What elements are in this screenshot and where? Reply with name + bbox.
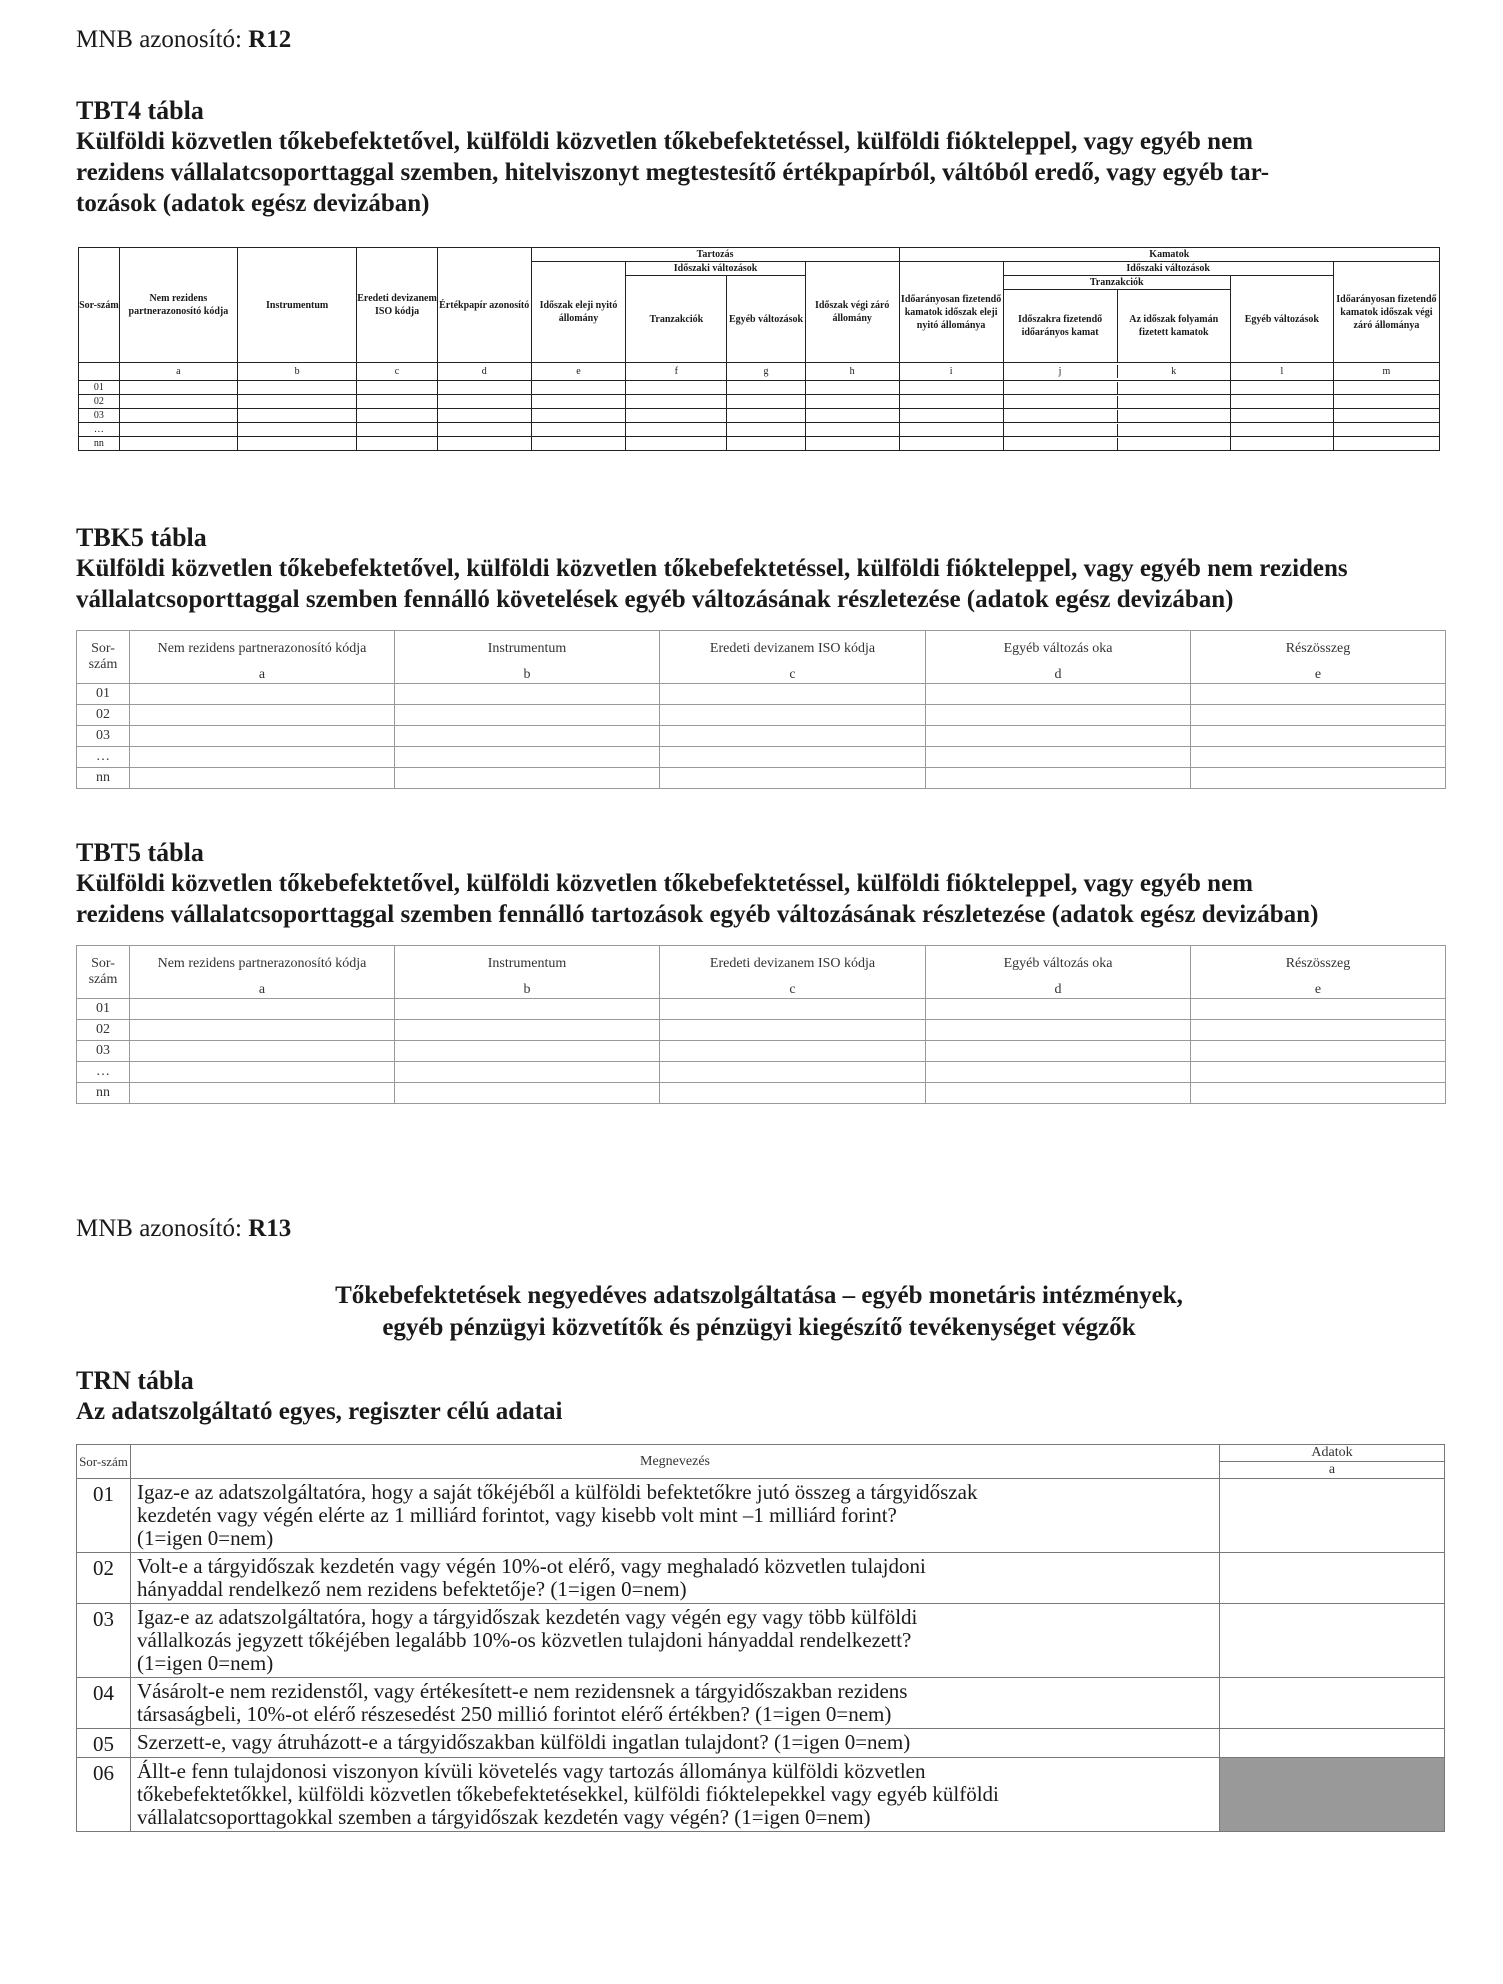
heading-line: egyéb pénzügyi közvetítők és pénzügyi kiegészítő tevékenységet végzők (382, 1314, 1136, 1341)
data-cell[interactable] (660, 998, 926, 1019)
sub-idoszaki-valtozasok-kamat: Időszaki változások (1003, 262, 1333, 276)
row-number: 01 (77, 1479, 131, 1553)
r13-heading (76, 1280, 1442, 1344)
data-cell[interactable] (926, 1019, 1191, 1040)
mnb-label: MNB azonosító: (76, 26, 242, 53)
question-line: (1=igen 0=nem) (137, 1651, 274, 1675)
data-cell[interactable] (1004, 396, 1118, 408)
data-cell[interactable] (626, 395, 727, 409)
mnb-id-r13 (76, 1215, 291, 1243)
col-nyito: Időszak eleji nyitó állomány (531, 262, 626, 363)
data-cell[interactable] (660, 1019, 926, 1040)
question-line: Volt-e a tárgyidőszak kezdetén vagy végén 10%-ot elérő, vagy meghaladó közvetlen tulajdoni (137, 1554, 926, 1578)
data-cell[interactable] (1118, 396, 1230, 408)
table-row (79, 423, 1440, 437)
data-cell[interactable] (130, 746, 395, 767)
data-cell[interactable] (1191, 725, 1446, 746)
desc-line: tozások (adatok egész devizában) (76, 190, 430, 217)
data-cell[interactable] (531, 381, 626, 395)
col-iso: Eredeti devizanem ISO kódja (357, 248, 438, 363)
question-text (131, 1479, 1220, 1553)
table-row (79, 437, 1440, 451)
data-cell[interactable] (926, 746, 1191, 767)
data-cell[interactable] (357, 437, 438, 451)
question-line: Szerzett-e, vagy átruházott-e a tárgyidőszakban külföldi ingatlan tulajdont? (1=igen 0=nem) (137, 1730, 911, 1754)
group-tartozas: Tartozás (531, 248, 899, 262)
data-cell[interactable] (531, 395, 626, 409)
trn-subtitle: Az adatszolgáltató egyes, regiszter célú adatai (76, 1398, 563, 1425)
data-cell[interactable] (1333, 409, 1439, 423)
data-cell[interactable] (926, 998, 1191, 1019)
answer-cell[interactable] (1220, 1604, 1445, 1678)
data-cell[interactable] (1191, 1019, 1446, 1040)
trn-row (77, 1758, 1445, 1832)
trn-row (77, 1604, 1445, 1678)
column-letter: d (926, 667, 1191, 684)
tbt5-title: TBT5 tábla (76, 838, 204, 867)
col-ertekpapir: Értékpapír azonosító (437, 248, 531, 363)
tbk5-description (76, 553, 1476, 615)
table-row (77, 767, 1446, 788)
data-cell[interactable] (660, 683, 926, 704)
data-cell[interactable] (1191, 746, 1446, 767)
column-header: Nem rezidens partnerazonosító kódja (130, 946, 395, 982)
letter-row: a b c d e f g h i j k l m (79, 363, 1440, 381)
column-letter: e (1191, 982, 1446, 999)
data-cell[interactable] (899, 409, 1003, 423)
data-cell[interactable] (1333, 437, 1439, 451)
row-number: 03 (77, 1604, 131, 1678)
data-cell[interactable] (805, 381, 899, 395)
column-letter: e (1191, 667, 1446, 684)
sub-tranzakciok: Tranzakciók (1004, 276, 1230, 290)
question-line: vállalatcsoporttagokkal szemben a tárgyidőszak kezdetén vagy végén? (1=igen 0=nem) (137, 1805, 871, 1829)
data-cell[interactable] (238, 381, 357, 395)
table-row (79, 409, 1440, 423)
data-cell[interactable] (395, 1019, 660, 1040)
data-cell[interactable] (130, 725, 395, 746)
data-cell[interactable] (1004, 382, 1118, 394)
question-text (131, 1678, 1220, 1729)
data-cell[interactable] (660, 1082, 926, 1103)
tbk5-title: TBK5 tábla (76, 523, 207, 552)
table-row (77, 704, 1446, 725)
data-cell[interactable] (1118, 424, 1230, 436)
data-cell[interactable] (119, 409, 237, 423)
data-cell[interactable] (1333, 395, 1439, 409)
data-cell[interactable] (238, 409, 357, 423)
column-header: Nem rezidens partnerazonosító kódja (130, 631, 395, 667)
question-text (131, 1553, 1220, 1604)
answer-cell (1220, 1758, 1445, 1832)
data-cell[interactable] (1191, 683, 1446, 704)
row-number: 02 (77, 1019, 130, 1040)
data-cell[interactable] (1004, 438, 1118, 450)
data-cell[interactable] (1118, 438, 1230, 450)
data-cell[interactable] (1003, 437, 1230, 451)
question-line: Állt-e fenn tulajdonosi viszonyon kívüli követelés vagy tartozás állománya külföldi közvetlen (137, 1759, 926, 1783)
data-cell[interactable] (119, 381, 237, 395)
column-header: Egyéb változás oka (926, 631, 1191, 667)
data-cell[interactable] (926, 1061, 1191, 1082)
column-header: Sor-szám (77, 631, 130, 684)
col-tranzakciok: Tranzakciók (626, 276, 727, 363)
answer-cell[interactable] (1220, 1678, 1445, 1729)
row-number: 02 (79, 395, 120, 409)
data-cell[interactable] (395, 1061, 660, 1082)
data-cell[interactable] (357, 381, 438, 395)
group-kamatok: Kamatok (899, 248, 1439, 262)
col-zaro: Időszak végi záró állomány (805, 262, 899, 363)
data-cell[interactable] (805, 409, 899, 423)
data-cell[interactable] (660, 725, 926, 746)
data-cell[interactable] (926, 1040, 1191, 1061)
desc-line: rezidens vállalatcsoporttaggal szemben fennálló tartozások egyéb változásának részletezése (adatok egész devizában) (76, 901, 1319, 928)
question-line: tőkebefektetőkkel, külföldi közvetlen tőkebefektetésekkel, külföldi fióktelepekkel vagy egyéb külföldi (137, 1782, 999, 1806)
data-cell[interactable] (899, 437, 1003, 451)
data-cell[interactable] (1230, 395, 1333, 409)
data-cell[interactable] (805, 395, 899, 409)
data-cell[interactable] (626, 409, 727, 423)
data-cell[interactable] (727, 395, 805, 409)
desc-line: vállalatcsoporttaggal szemben fennálló követelések egyéb változásának részletezése (adatok egész devizában) (76, 586, 1234, 613)
data-cell[interactable] (899, 423, 1003, 437)
column-header: Sor-szám (77, 946, 130, 999)
question-line: kezdetén vagy végén elérte az 1 milliárd forintot, vagy kisebb volt mint –1 milliárd forint? (137, 1503, 897, 1527)
col-sorszam: Sor-szám (77, 1445, 131, 1479)
data-cell[interactable] (727, 437, 805, 451)
col-megnevezes: Megnevezés (131, 1445, 1220, 1479)
data-cell[interactable] (130, 1061, 395, 1082)
data-cell[interactable] (1118, 410, 1230, 422)
col-kamat-nyito: Időarányosan fizetendő kamatok időszak eleji nyitó állománya (899, 262, 1003, 363)
heading-line: Tőkebefektetések negyedéves adatszolgáltatása – egyéb monetáris intézmények, (335, 1282, 1183, 1309)
data-cell[interactable] (437, 395, 531, 409)
data-cell[interactable] (357, 423, 438, 437)
data-cell[interactable] (1004, 410, 1118, 422)
tbt4-description (76, 126, 1456, 219)
sub-idoszaki-valtozasok: Időszaki változások (626, 262, 805, 276)
data-cell[interactable] (1003, 381, 1230, 395)
question-line: társaságbeli, 10%-ot elérő részesedést 250 millió forintot elérő értékben? (1=igen 0=nem) (137, 1702, 892, 1726)
column-header: Részösszeg (1191, 631, 1446, 667)
data-cell[interactable] (1333, 381, 1439, 395)
data-cell[interactable] (1003, 409, 1230, 423)
column-header: Instrumentum (395, 946, 660, 982)
data-cell[interactable] (395, 767, 660, 788)
data-cell[interactable] (926, 683, 1191, 704)
data-cell[interactable] (1003, 395, 1230, 409)
mnb-code: R13 (248, 1215, 292, 1242)
table-row (77, 746, 1446, 767)
data-cell[interactable] (727, 409, 805, 423)
row-number: … (77, 746, 130, 767)
tbt4-table (78, 247, 1440, 451)
row-number: 05 (77, 1729, 131, 1758)
data-cell[interactable] (437, 437, 531, 451)
table-row (77, 1040, 1446, 1061)
data-cell[interactable] (926, 767, 1191, 788)
data-cell[interactable] (926, 704, 1191, 725)
tbt5-description (76, 868, 1476, 930)
data-cell[interactable] (130, 704, 395, 725)
data-cell[interactable] (357, 409, 438, 423)
data-cell[interactable] (130, 1082, 395, 1103)
desc-line: Külföldi közvetlen tőkebefektetővel, külföldi közvetlen tőkebefektetéssel, külföldi fiókteleppel, vagy egyéb nem rezidens (76, 555, 1348, 582)
column-header: Részösszeg (1191, 946, 1446, 982)
mnb-label: MNB azonosító: (76, 1215, 242, 1242)
table-row (77, 1019, 1446, 1040)
desc-line: Külföldi közvetlen tőkebefektetővel, külföldi közvetlen tőkebefektetéssel, külföldi fiókteleppel, vagy egyéb nem (76, 870, 1253, 897)
desc-line: Külföldi közvetlen tőkebefektetővel, külföldi közvetlen tőkebefektetéssel, külföldi fiókteleppel, vagy egyéb nem (76, 128, 1253, 155)
trn-title: TRN tábla (76, 1366, 194, 1395)
answer-cell[interactable] (1220, 1553, 1445, 1604)
row-number: 03 (79, 409, 120, 423)
column-letter: d (926, 982, 1191, 999)
data-cell[interactable] (119, 437, 237, 451)
data-cell[interactable] (437, 381, 531, 395)
data-cell[interactable] (437, 409, 531, 423)
mnb-code: R12 (248, 26, 292, 53)
header-row (77, 946, 1446, 982)
question-text (131, 1604, 1220, 1678)
col-kamat-zaro: Időarányosan fizetendő kamatok időszak végi záró állománya (1333, 262, 1439, 363)
column-header: Egyéb változás oka (926, 946, 1191, 982)
data-cell[interactable] (1191, 1040, 1446, 1061)
question-line: Igaz-e az adatszolgáltatóra, hogy a tárgyidőszak kezdetén vagy végén egy vagy több külföldi (137, 1605, 918, 1629)
data-cell[interactable] (238, 437, 357, 451)
row-number: nn (77, 767, 130, 788)
data-cell[interactable] (130, 998, 395, 1019)
col-kamat-fizetett: Az időszak folyamán fizetett kamatok (1129, 314, 1219, 338)
col-kamat-fizetendo: Időszakra fizetendő időarányos kamat (1004, 290, 1118, 362)
answer-cell[interactable] (1220, 1479, 1445, 1553)
row-number: 01 (77, 683, 130, 704)
question-line: (1=igen 0=nem) (137, 1526, 274, 1550)
trn-row (77, 1479, 1445, 1553)
tbt5-table (76, 945, 1446, 1104)
data-cell[interactable] (395, 746, 660, 767)
data-cell[interactable] (130, 1040, 395, 1061)
data-cell[interactable] (531, 437, 626, 451)
row-number: 04 (77, 1678, 131, 1729)
data-cell[interactable] (660, 746, 926, 767)
data-cell[interactable] (660, 767, 926, 788)
data-cell[interactable] (1230, 437, 1333, 451)
data-cell[interactable] (926, 1082, 1191, 1103)
col-sorszam: Sor-szám (79, 248, 120, 363)
table-row (77, 725, 1446, 746)
row-number: 03 (77, 725, 130, 746)
data-cell[interactable] (899, 381, 1003, 395)
col-letter-a: a (1220, 1462, 1445, 1479)
data-cell[interactable] (805, 423, 899, 437)
col-kamat-egyeb: Egyéb változások (1230, 276, 1333, 363)
column-header: Eredeti devizanem ISO kódja (660, 631, 926, 667)
data-cell[interactable] (395, 704, 660, 725)
column-header: Eredeti devizanem ISO kódja (660, 946, 926, 982)
data-cell[interactable] (1333, 423, 1439, 437)
column-letter: a (130, 982, 395, 999)
data-cell[interactable] (660, 1040, 926, 1061)
question-line: hányaddal rendelkező nem rezidens befektetője? (1=igen 0=nem) (137, 1577, 687, 1601)
data-cell[interactable] (1230, 409, 1333, 423)
trn-table (76, 1444, 1445, 1832)
data-cell[interactable] (1191, 704, 1446, 725)
data-cell[interactable] (437, 423, 531, 437)
trn-body (77, 1479, 1445, 1832)
data-cell[interactable] (238, 395, 357, 409)
data-cell[interactable] (660, 704, 926, 725)
letter-row (77, 667, 1446, 684)
table-row (77, 1061, 1446, 1082)
letter-row (77, 982, 1446, 999)
data-cell[interactable] (1191, 1082, 1446, 1103)
row-number: 03 (77, 1040, 130, 1061)
data-cell[interactable] (130, 1019, 395, 1040)
data-cell[interactable] (1003, 423, 1230, 437)
data-cell[interactable] (1191, 767, 1446, 788)
column-letter: b (395, 982, 660, 999)
data-cell[interactable] (626, 423, 727, 437)
row-number: 02 (77, 1553, 131, 1604)
data-cell[interactable] (119, 423, 237, 437)
data-cell[interactable] (1230, 381, 1333, 395)
column-header: Instrumentum (395, 631, 660, 667)
data-cell[interactable] (899, 395, 1003, 409)
data-cell[interactable] (626, 381, 727, 395)
row-number: 06 (77, 1758, 131, 1832)
col-instrumentum: Instrumentum (238, 248, 357, 363)
data-cell[interactable] (531, 423, 626, 437)
row-number: … (77, 1061, 130, 1082)
trn-row (77, 1553, 1445, 1604)
mnb-id-r12 (76, 26, 291, 54)
tbk5-table (76, 630, 1446, 789)
row-number: 02 (77, 704, 130, 725)
header-row (77, 631, 1446, 667)
col-partner: Nem rezidens partnerazonosító kódja (119, 248, 237, 363)
question-text (131, 1729, 1220, 1758)
data-cell[interactable] (395, 1082, 660, 1103)
data-cell[interactable] (1191, 1061, 1446, 1082)
data-cell[interactable] (1230, 423, 1333, 437)
table-row (77, 998, 1446, 1019)
data-cell[interactable] (727, 381, 805, 395)
table-row (79, 381, 1440, 395)
data-cell[interactable] (626, 437, 727, 451)
row-number: nn (79, 437, 120, 451)
table-row (79, 395, 1440, 409)
data-cell[interactable] (395, 725, 660, 746)
data-cell[interactable] (395, 1040, 660, 1061)
answer-cell[interactable] (1220, 1729, 1445, 1758)
col-adatok: Adatok (1220, 1445, 1445, 1462)
data-cell[interactable] (805, 437, 899, 451)
column-letter: b (395, 667, 660, 684)
data-cell[interactable] (395, 998, 660, 1019)
question-line: Igaz-e az adatszolgáltatóra, hogy a saját tőkéjéből a külföldi befektetőkre jutó összeg a tárgyidőszak (137, 1480, 978, 1504)
table-row (77, 1082, 1446, 1103)
data-cell[interactable] (130, 683, 395, 704)
data-cell[interactable] (531, 409, 626, 423)
trn-row (77, 1678, 1445, 1729)
column-letter: c (660, 982, 926, 999)
data-cell[interactable] (1191, 998, 1446, 1019)
data-cell[interactable] (238, 423, 357, 437)
tbt4-title: TBT4 tábla (76, 96, 204, 125)
data-cell[interactable] (1118, 382, 1230, 394)
row-number: 01 (79, 381, 120, 395)
col-egyeb: Egyéb változások (727, 276, 805, 363)
tbt4-body (79, 381, 1440, 451)
data-cell[interactable] (660, 1061, 926, 1082)
data-cell[interactable] (1004, 424, 1118, 436)
column-letter: c (660, 667, 926, 684)
data-cell[interactable] (926, 725, 1191, 746)
column-letter: a (130, 667, 395, 684)
data-cell[interactable] (727, 423, 805, 437)
row-number: … (79, 423, 120, 437)
data-cell[interactable] (357, 395, 438, 409)
data-cell[interactable] (130, 767, 395, 788)
data-cell[interactable] (395, 683, 660, 704)
trn-row (77, 1729, 1445, 1758)
tranzakciok-group (1003, 276, 1230, 363)
desc-line: rezidens vállalatcsoporttaggal szemben, hitelviszonyt megtestesítő értékpapírból, váltóból eredő, vagy egyéb tar- (76, 159, 1270, 186)
question-line: Vásárolt-e nem rezidenstől, vagy értékesített-e nem rezidensnek a tárgyidőszakban rezidens (137, 1679, 908, 1703)
data-cell[interactable] (119, 395, 237, 409)
table-row (77, 683, 1446, 704)
row-number: nn (77, 1082, 130, 1103)
question-line: vállalkozás jegyzett tőkéjében legalább 10%-os közvetlen tulajdoni hányaddal rendelkezett? (137, 1628, 912, 1652)
question-text (131, 1758, 1220, 1832)
row-number: 01 (77, 998, 130, 1019)
